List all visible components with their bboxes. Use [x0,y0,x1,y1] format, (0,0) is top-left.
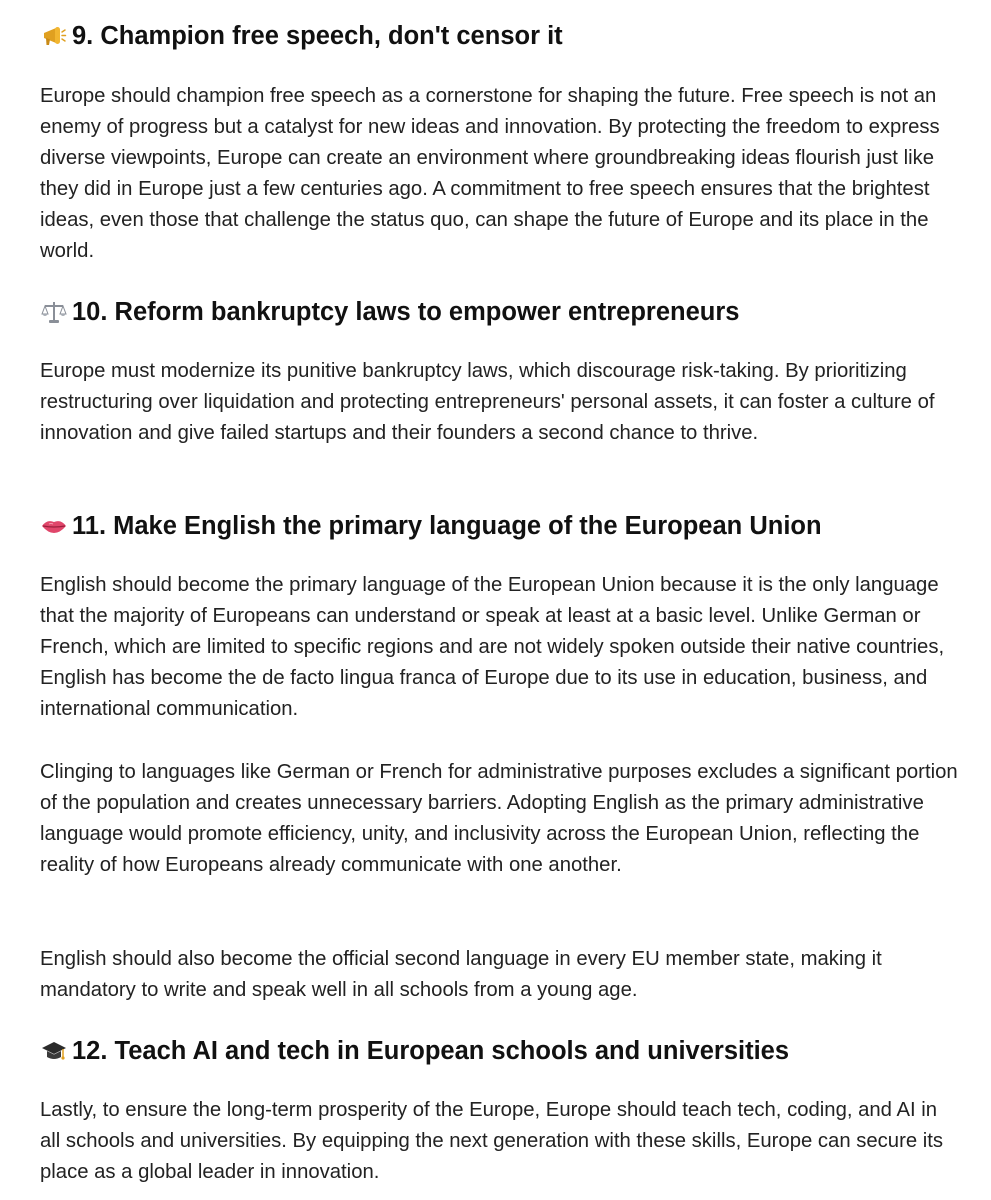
section-paragraph: Clinging to languages like German or French for administrative purposes excludes a significant portion of the population and creates unnecessary barriers. Adopting English as the primary administrative language would promote efficiency, unity, and inclusivity across the European Union, reflecting the reality of how Europeans already communicate with one another. [40,761,958,876]
lips-icon [40,512,68,540]
section-heading [40,20,563,52]
megaphone-icon [40,22,68,50]
graduation-cap-icon [40,1037,68,1065]
section-heading [40,296,739,328]
section-paragraph: Europe should champion free speech as a cornerstone for shaping the future. Free speech is not an enemy of progress but a catalyst for new ideas and innovation. By protecting the freedom to express diverse viewpoints, Europe can create an environment where groundbreaking ideas flourish just like they did in Europe just a few centuries ago. A commitment to free speech ensures that the brightest ideas, even those that challenge the status quo, can shape the future of Europe and its place in the world. [40,85,940,262]
section-heading-text: 11. Make English the primary language of the European Union [72,512,822,540]
section-paragraph: English should become the primary language of the European Union because it is the only language that the majority of Europeans can understand or speak at least at a basic level. Unlike German or French, which are limited to specific regions and are not widely spoken outside their native countries, English has become the de facto lingua franca of Europe due to its use in education, business, and international communication. [40,574,945,720]
section-heading-text: 10. Reform bankruptcy laws to empower entrepreneurs [72,298,740,326]
section-heading-text: 12. Teach AI and tech in European schools and universities [72,1037,790,1065]
section-paragraph: English should also become the official second language in every EU member state, making it mandatory to write and speak well in all schools from a young age. [40,948,882,1001]
section-heading [40,510,822,542]
scales-icon [40,298,68,326]
section-heading-text: 9. Champion free speech, don't censor it [72,22,563,50]
section-paragraph: Europe must modernize its punitive bankruptcy laws, which discourage risk-taking. By prioritizing restructuring over liquidation and protecting entrepreneurs' personal assets, it can foster a culture of innovation and give failed startups and their founders a second chance to thrive. [40,360,935,444]
section-paragraph: Lastly, to ensure the long-term prosperity of the Europe, Europe should teach tech, coding, and AI in all schools and universities. By equipping the next generation with these skills, Europe can secure its place as a global leader in innovation. [40,1099,944,1183]
section-heading [40,1035,789,1067]
